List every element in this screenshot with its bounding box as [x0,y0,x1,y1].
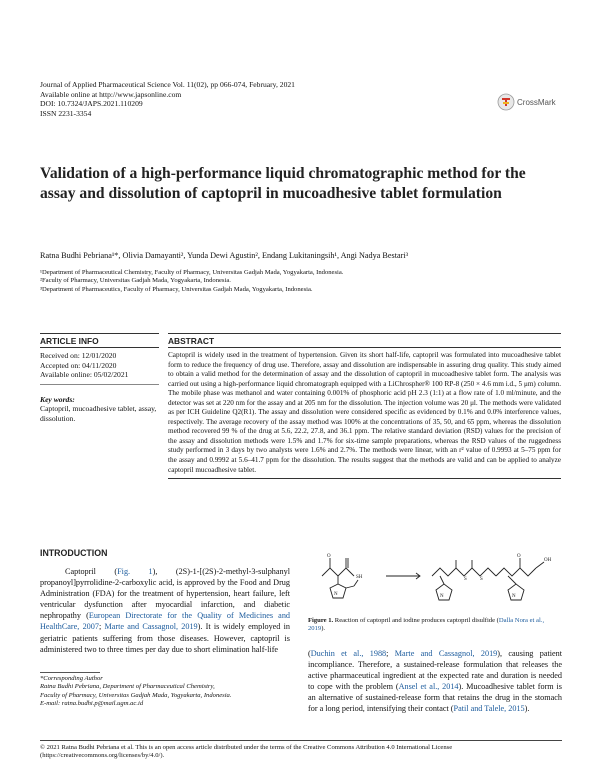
corr-rule [40,672,100,673]
abstract-heading-rule [168,347,561,348]
rc-sep: ; [386,649,395,658]
intro-text-a: Captopril ( [65,567,118,576]
issn-line: ISSN 2231-3354 [40,108,92,118]
figure-1-reaction-image [308,546,562,610]
accepted-date: Accepted on: 04/11/2020 [40,360,117,370]
corr-heading: *Corresponding Author [40,675,103,682]
rc-text-3: ). [524,704,530,714]
intro-text-c: ; [98,622,105,632]
article-info-heading-rule [40,347,159,348]
fig1-link[interactable]: Fig. 1 [117,567,153,576]
keywords-block [40,395,159,424]
doi-line[interactable]: DOI: 10.7324/JAPS.2021.110209 [40,99,143,109]
crossmark-label: CrossMark [517,98,556,107]
abstract-box [168,333,561,479]
corr-name: Ratna Budhi Pebriana, Department of Pharmaceutical Chemistry, [40,683,215,691]
available-online-line[interactable]: Available online at http://www.japsonline.com [40,89,182,99]
abstract-heading: ABSTRACT [168,336,215,346]
svg-text:N: N [440,594,444,599]
figure-1-caption [308,617,562,634]
journal-line: Journal of Applied Pharmaceutical Science Vol. 11(02), pp 066-074, February, 2021 [40,80,295,89]
keywords-heading: Key words: [40,394,75,404]
article-title: Validation of a high-performance liquid chromatographic method for the assay and dissolution of captopril in mucoadhesive tablet formulation [40,165,526,202]
svg-text:S: S [480,577,483,582]
caption-text: Reaction of captopril and iodine produces captopril disulfide ( [333,617,499,624]
reaction-scheme-icon [308,546,562,610]
corr-address: Faculty of Pharmacy, Universitas Gadjah Mada, Yogyakarta, Indonesia. [40,691,232,699]
svg-text:OH: OH [544,558,552,563]
marte-citation-link[interactable]: Marte and Cassagnol, 2019 [104,622,198,632]
journal-header [40,80,295,118]
article-info-box [40,333,159,424]
right-column-paragraph: (Duchin et al., 1988; Marte and Cassagnol, 2019), causing patient incompliance. Therefore, a sustained-release formulation that releases the active pharmaceutical ingredient at the expected rate and duration is needed to cope with the problem (Ansel et al., 2014). Mucoadhesive tablet form is an alternative of sustained-release form that retains the drug in the stomach for a long period, intensifying their contact (Patil and Talele, 2015). [308,649,563,714]
abstract-text: Captopril is widely used in the treatment of hypertension. Given its short half-life, captopril was formulated into mucoadhesive tablet form to reduce the frequency of drug use. Therefore, assay and dissolution are indispensable in assuring drug quality. This study aimed to obtain a valid method for the determination of assay and the dissolution of captopril in mucoadhesive tablet form. The analysis was carried out using a high-performance liquid chromatograph equipped with a LiChrospher® 100 RP-8 (250 × 4.6 mm i.d., 5 μm) column. The mobile phase was methanol and water containing 0.001% of phosphoric acid pH 2.3 (1:1) at a flow rate of 1.0 ml/minute, and the detector was set at 220 nm for the assay and at 205 nm for the dissolution. The injection volume was 20 μl. The methods were validated as per ICH Guideline Q2(R1). The assay and dissolution were considered specific as evidenced by 0.1% and 0.0% interference values, respectively. The average recovery of the assay method was 100% at the concentrations of 35, 50, and 65 ppm, whereas the dissolution method recovered 99 % of the drug at 5.6, 22.2, 27.8, and 36.1 ppm. The relative standard deviation (RSD) values for the precision of the assay and dissolution methods were 1.5% and 1.7% for six-time sample preparations, whereas the RSD values of the ruggedness study performed in 3 days by two analysts were 1.6% and 2.7%. The methods were linear, with an r² value of 0.9993 at 5–75 ppm for the assay and 0.9992 at 5.6–41.7 ppm for the dissolution. The results suggest that the methods are valid and can be applied to analyze captopril mucoadhesive tablet. [168,351,561,474]
footer-rule [40,740,562,741]
affiliation-2: ²Faculty of Pharmacy, Universitas Gadjah Mada, Yogyakarta, Indonesia. [40,277,231,285]
author-list: Ratna Budhi Pebriana¹*, Olivia Damayanti², Yunda Dewi Agustin², Endang Lukitaningsih¹, Angi Nadya Bestari³ [40,251,409,260]
article-dates [40,351,159,380]
dates-divider [40,384,159,385]
crossmark-logo[interactable] [497,92,559,112]
introduction-paragraph [40,566,290,655]
svg-text:N: N [512,594,516,599]
svg-text:S: S [464,577,467,582]
available-date: Available online: 05/02/2021 [40,370,129,380]
corresponding-author [40,672,290,709]
rc-text-2: ). Mucoadhesive tablet form is an alternative of sustained-release form that retains the drug in the stomach for a long period, intensifying their contact ( [308,682,562,714]
intro-text-d: ). It is widely employed in geriatric patients suffering from those diseases. However, captopril is administered two to three times per day due to short elimination half-life [40,622,291,654]
svg-text:O: O [517,554,521,559]
marte-citation-link-2[interactable]: Marte and Cassagnol, 2019 [394,649,498,658]
svg-text:O: O [327,554,331,559]
affiliation-3: ³Department of Pharmaceutics, Faculty of Pharmacy, Universitas Gadjah Mada, Yogyakarta, Indonesia. [40,285,313,293]
caption-end: ). [321,625,326,633]
patil-citation-link[interactable]: Patil and Talele, 2015 [453,704,525,714]
introduction-heading: INTRODUCTION [40,548,108,558]
ansel-citation-link[interactable]: Ansel et al., 2014 [398,682,459,692]
received-date: Received on: 12/01/2020 [40,351,117,360]
svg-text:N: N [334,592,338,597]
affiliation-1: ¹Department of Pharmaceutical Chemistry, Faculty of Pharmacy, Universitas Gadjah Mada, Yogyakarta, Indonesia. [40,269,344,276]
duchin-citation-link[interactable]: Duchin et al., 1988 [310,649,387,658]
article-info-heading: ARTICLE INFO [40,336,99,346]
keywords-text: Captopril, mucoadhesive tablet, assay, dissolution. [40,404,157,423]
dalla-nora-citation-link[interactable]: Dalla Nora et al., 2019 [308,617,545,633]
abstract-bottom-rule [168,478,561,479]
rc-text-1: ), causing patient incompliance. Therefore, a sustained-release formulation that releases the active pharmaceutical ingredient at the expected rate and duration is needed to cope with the problem ( [308,649,563,692]
affiliations [40,269,560,294]
figure-1-label: Figure 1. [308,617,334,624]
license-footer: © 2021 Ratna Budhi Pebriana et al. This is an open access article distributed under the terms of the Creative Commons Attribution 4.0 International License (https://creativecommons.org/licenses/by/4.0/). [40,744,453,760]
intro-text-b: ), (2S)-1-[(2S)-2-methyl-3-sulphanyl propanoyl]pyrrolidine-2-carboxylic acid, is approved by the Food and Drug Administration (FDA) for the treatment of hypertension, heart failure, left ventricular dysfunction after myocardial infarction, and diabetic nephropathy ( [40,567,290,621]
edqm-citation-link[interactable]: European Directorate for the Quality of Medicines and HealthCare, 2007 [40,611,291,632]
svg-text:SH: SH [356,575,363,580]
corr-email[interactable]: E-mail: ratna.budhi.p@mail.ugm.ac.id [40,700,144,708]
crossmark-icon [497,92,559,112]
